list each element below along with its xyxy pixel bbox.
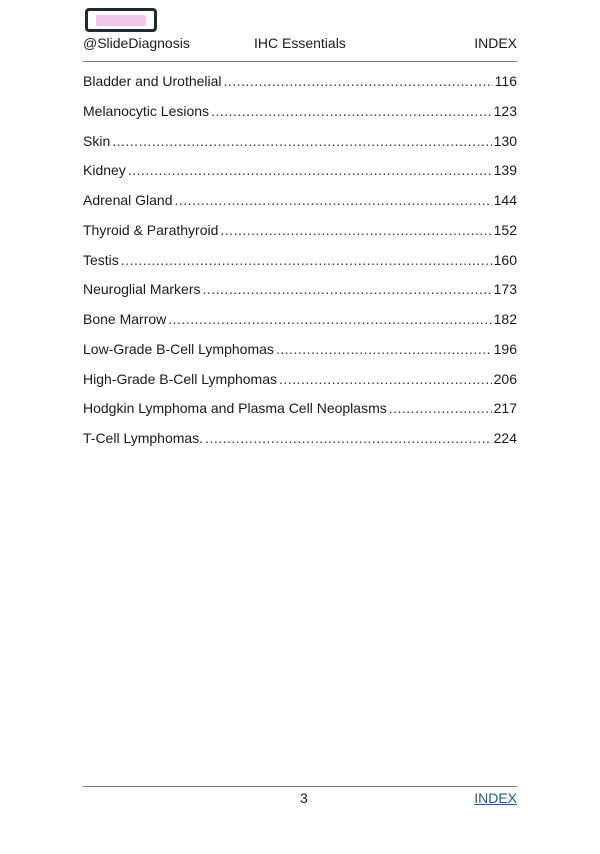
logo-swatch bbox=[96, 15, 146, 26]
toc-entry-title: Bladder and Urothelial bbox=[83, 73, 222, 89]
toc-entry[interactable] bbox=[83, 162, 517, 192]
toc-dot-leader bbox=[175, 192, 492, 208]
toc-dot-leader bbox=[202, 281, 491, 297]
toc-entry-title: High-Grade B-Cell Lymphomas bbox=[83, 370, 277, 387]
toc-entry[interactable] bbox=[83, 73, 517, 103]
toc-entry[interactable] bbox=[83, 430, 517, 460]
toc-entry-title: Skin bbox=[83, 132, 111, 149]
toc-dot-leader bbox=[168, 311, 491, 327]
logo-badge bbox=[85, 8, 157, 32]
toc-entry-page: 182 bbox=[493, 311, 517, 327]
toc-entry[interactable] bbox=[83, 281, 517, 311]
toc-dot-leader bbox=[112, 133, 491, 149]
toc-entry-title: Kidney bbox=[83, 162, 126, 179]
toc-entry-page: 130 bbox=[493, 132, 517, 149]
toc-dot-leader bbox=[279, 371, 492, 387]
toc-dot-leader bbox=[121, 252, 492, 268]
toc-entry[interactable] bbox=[83, 103, 517, 133]
header-divider bbox=[83, 61, 517, 62]
toc-entry-title: Melanocytic Lesions bbox=[83, 102, 210, 119]
toc-entry-page: 152 bbox=[493, 221, 517, 238]
toc-entry[interactable] bbox=[83, 341, 517, 371]
toc-entry-page: 217 bbox=[493, 400, 517, 417]
toc-entry-title: T-Cell Lymphomas. bbox=[83, 430, 204, 446]
toc-entry-title: Testis bbox=[83, 251, 119, 268]
toc-entry[interactable] bbox=[83, 192, 517, 222]
toc-entry-page: 123 bbox=[493, 102, 517, 119]
header-section: INDEX bbox=[474, 35, 517, 51]
toc-entry-page: 139 bbox=[493, 162, 517, 179]
toc-entry-title: Low-Grade B-Cell Lymphomas bbox=[83, 340, 274, 357]
toc-entry-page: 144 bbox=[493, 192, 517, 208]
toc-dot-leader bbox=[220, 222, 491, 238]
header-book-title: IHC Essentials bbox=[254, 35, 346, 51]
page-number: 3 bbox=[300, 790, 308, 806]
toc-dot-leader bbox=[389, 400, 492, 416]
toc-dot-leader bbox=[205, 430, 492, 446]
toc-dot-leader bbox=[211, 103, 492, 119]
toc-entry-page: 160 bbox=[493, 251, 517, 268]
toc-dot-leader bbox=[128, 162, 492, 178]
toc-entry-page: 173 bbox=[493, 281, 517, 298]
toc-dot-leader bbox=[224, 73, 493, 89]
toc-list bbox=[83, 73, 517, 460]
toc-entry-page: 224 bbox=[493, 430, 517, 446]
header-author: @SlideDiagnosis bbox=[83, 35, 190, 51]
toc-entry[interactable] bbox=[83, 400, 517, 430]
toc-entry-page: 206 bbox=[493, 370, 517, 387]
toc-entry-page: 116 bbox=[494, 73, 517, 89]
toc-dot-leader bbox=[276, 341, 492, 357]
toc-entry[interactable] bbox=[83, 371, 517, 401]
toc-entry[interactable] bbox=[83, 133, 517, 163]
toc-entry-title: Hodgkin Lymphoma and Plasma Cell Neoplasms bbox=[83, 400, 387, 417]
footer-divider bbox=[83, 786, 517, 787]
toc-entry-title: Thyroid & Parathyroid bbox=[83, 221, 219, 238]
page-header bbox=[83, 35, 517, 51]
footer-index-link[interactable]: INDEX bbox=[474, 790, 517, 806]
toc-entry[interactable] bbox=[83, 252, 517, 282]
toc-entry[interactable] bbox=[83, 311, 517, 341]
toc-entry-page: 196 bbox=[493, 340, 517, 357]
toc-entry-title: Adrenal Gland bbox=[83, 192, 173, 208]
toc-entry-title: Neuroglial Markers bbox=[83, 281, 201, 298]
toc-entry[interactable] bbox=[83, 222, 517, 252]
toc-entry-title: Bone Marrow bbox=[83, 311, 167, 327]
